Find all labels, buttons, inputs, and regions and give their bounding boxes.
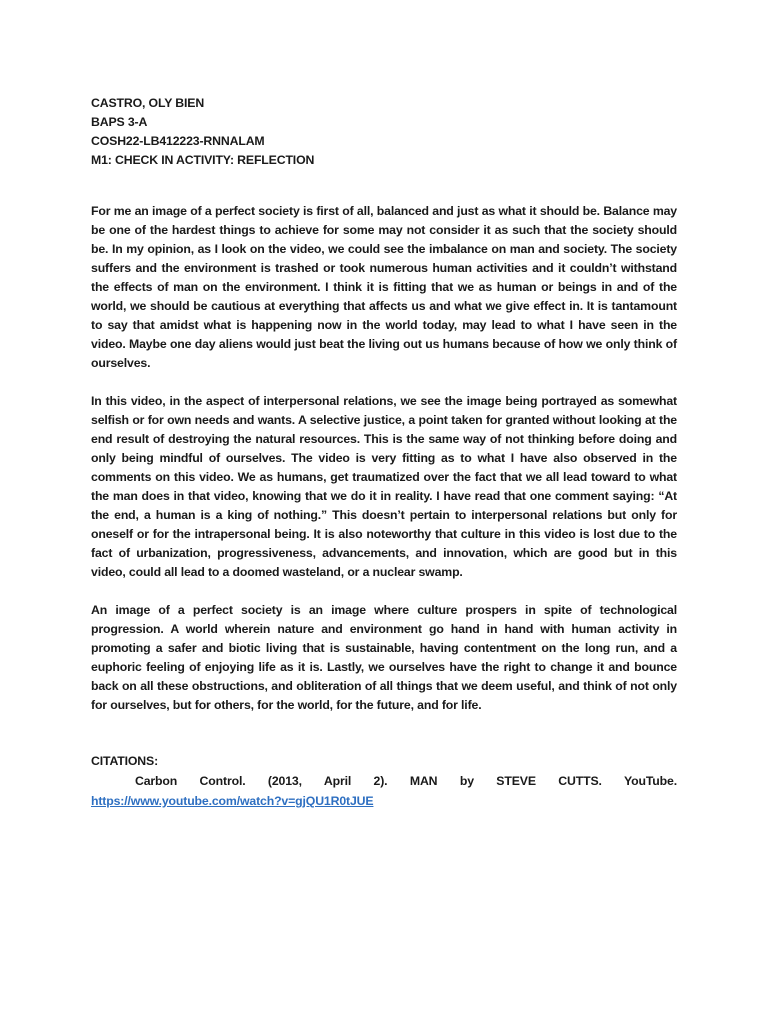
citation-entry: Carbon Control. (2013, April 2). MAN by STEVE CUTTS. YouTube. [135, 774, 677, 788]
citations-heading: CITATIONS: [91, 754, 159, 768]
citations-section [91, 752, 677, 811]
reflection-paragraph-2: In this video, in the aspect of interpersonal relations, we see the image being portrayed as somewhat selfish or for own needs and wants. A selective justice, a point taken for granted without looking at the end result of destroying the natural resources. This is the same way of not thinking before doing and only being mindful of ourselves. The video is very fitting as to what I have also observed in the comments on this video. We as humans, get traumatized over the fact that we all lead toward to what the man does in that video, knowing that we do it in reality. I have read that one comment saying: “At the end, a human is a king of nothing.” This doesn’t pertain to interpersonal relations but only for oneself or for the intrapersonal being. It is also noteworthy that culture in this video is lost due to the fact of urbanization, progressiveness, advancements, and innovation, which are good but in this video, could all lead to a doomed wasteland, or a nuclear swamp. [91, 394, 677, 579]
student-section: BAPS 3-A [91, 115, 148, 129]
student-header [91, 94, 677, 170]
activity-title: M1: CHECK IN ACTIVITY: REFLECTION [91, 153, 315, 167]
reflection-paragraph-3: An image of a perfect society is an image where culture prospers in spite of technological progression. A world wherein nature and environment go hand in hand with human activity in promoting a safer and biotic living that is sustainable, having contentment on the long run, and a euphoric feeling of enjoying life as it is. Lastly, we ourselves have the right to change it and bounce back on all these obstructions, and obliteration of all things that we deem useful, and think of not only for ourselves, but for others, for the world, for the future, and for life. [91, 603, 677, 712]
course-code: COSH22-LB412223-RNNALAM [91, 134, 265, 148]
citation-link[interactable]: https://www.youtube.com/watch?v=gjQU1R0tJUE [91, 794, 374, 808]
student-name: CASTRO, OLY BIEN [91, 96, 205, 110]
reflection-paragraph-1: For me an image of a perfect society is first of all, balanced and just as what it should be. Balance may be one of the hardest things to achieve for some may not consider it as such that the society should be. In my opinion, as I look on the video, we could see the imbalance on man and society. The society suffers and the environment is trashed or took numerous human activities and it couldn’t withstand the effects of man on the environment. I think it is fitting that we as human or beings in and of the world, we should be cautious at everything that affects us and what we give effect in. It is tantamount to say that amidst what is happening now in the world today, may lead to what I have seen in the video. Maybe one day aliens would just beat the living out us humans because of how we only think of ourselves. [91, 204, 677, 370]
document-body [91, 94, 677, 811]
